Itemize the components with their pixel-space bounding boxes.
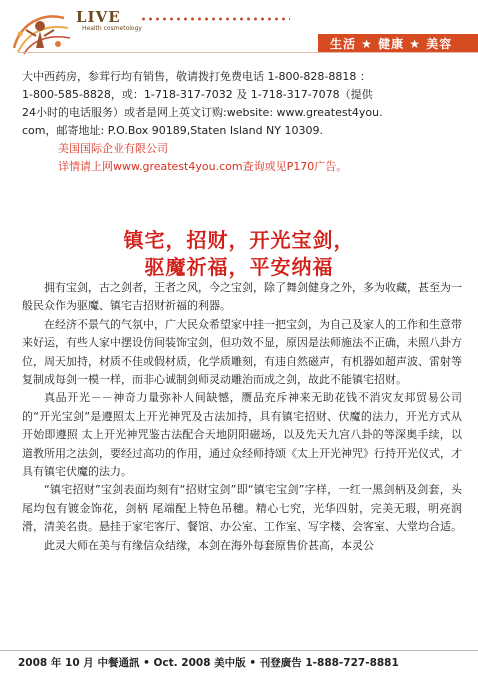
contact-block — [22, 68, 462, 140]
page-footer: 2008 年 10 月 中餐通訊 • Oct. 2008 美中版 • 刊登廣告 1-888-727-8881 — [18, 657, 399, 669]
contact-line: 24小时的电话服务）或者是网上英文订购:website: www.greatest4you. — [22, 106, 383, 119]
decorative-dots — [140, 16, 290, 22]
article-paragraph: 在经济不景气的气氛中，广大民众希望家中挂一把宝剑，为自己及家人的工作和生意带来好运，有些人家中摆设仿间装饰宝剑，但功效不显，原因是法师施法不正确，未照八卦方位，周天加持，材质不佳或假材质，化学质雕刻，有违自然磁声，有机器如超声波、雷射等复制成每剑一模一样，而非心诚制剑师灵动雕治而成之剑，故此不能镇宅招财。 — [22, 317, 462, 387]
contact-line: 1-800-585-8828，或：1-718-317-7032 及 1-718-317-7078（提供 — [22, 88, 373, 101]
company-name: 美国国际企业有限公司 — [58, 142, 168, 155]
footer-divider — [0, 650, 478, 651]
article-paragraph: 拥有宝剑，古之剑者，王者之风，今之宝剑，除了舞剑健身之外，多为收藏，甚至为一般民众作为驱魔、镇宅吉招财祈福的利器。 — [22, 281, 462, 313]
page-header — [0, 0, 478, 58]
tagline: 生活 ★ 健康 ★ 美容 — [330, 37, 453, 51]
article-paragraph: 此灵大师在美与有缘信众结缘，本剑在海外每套原售价甚高，本灵公 — [44, 538, 374, 552]
more-info-link[interactable]: 详情请上网www.greatest4you.com查询或见P170广告。 — [58, 160, 348, 173]
article-body — [22, 279, 462, 555]
figure-swirl-logo-icon — [6, 4, 76, 58]
contact-line: 大中西药房，参茸行均有销售，敬请拨打免费电话 1-800-828-8818 ： — [22, 70, 371, 83]
header-divider — [18, 52, 478, 53]
article-paragraph: “镇宅招财”宝剑表面均刻有“招财宝剑”即“镇宅宝剑”字样，一红一黑剑柄及剑套，头尾均包有镀金饰花，剑柄 尾端配上特色吊穗。精心七究，光华四射，完美无瑕，明亮润滑，清美名贵。悬挂于家宅客厅、餐馆、办公室、工作室、写字楼、会客室、大堂均合适。 — [22, 483, 462, 534]
article-paragraph: 真品开光－－神奇力量弥补人间缺憾，赝品充斥神来无助花钱不消灾友邦贸易公司的“开光宝剑”是遵照太上开光神咒及古法加持，具有镇宅招财、伏魔的法力，开光方式从开始即遵照 太上开光神咒鉴古法配合天地阴阳磁场，以及先天九宫八卦的等深奥手续，以道教所用之法剑，要经过高功的作用，通过众经师持颂《太上开光神咒》行持开光仪式，才具有镇宅伏魔的法力。 — [22, 391, 462, 479]
contact-line: com，邮寄地址: P.O.Box 90189,Staten Island NY 10309. — [22, 124, 323, 137]
article-title-line1: 镇宅，招财，开光宝剑， — [123, 228, 355, 252]
brand-subtitle: Health cosmetology — [82, 25, 142, 32]
brand-name: LIVE — [76, 8, 121, 26]
article-title-line2: 驱魔祈福，平安纳福 — [144, 255, 334, 279]
